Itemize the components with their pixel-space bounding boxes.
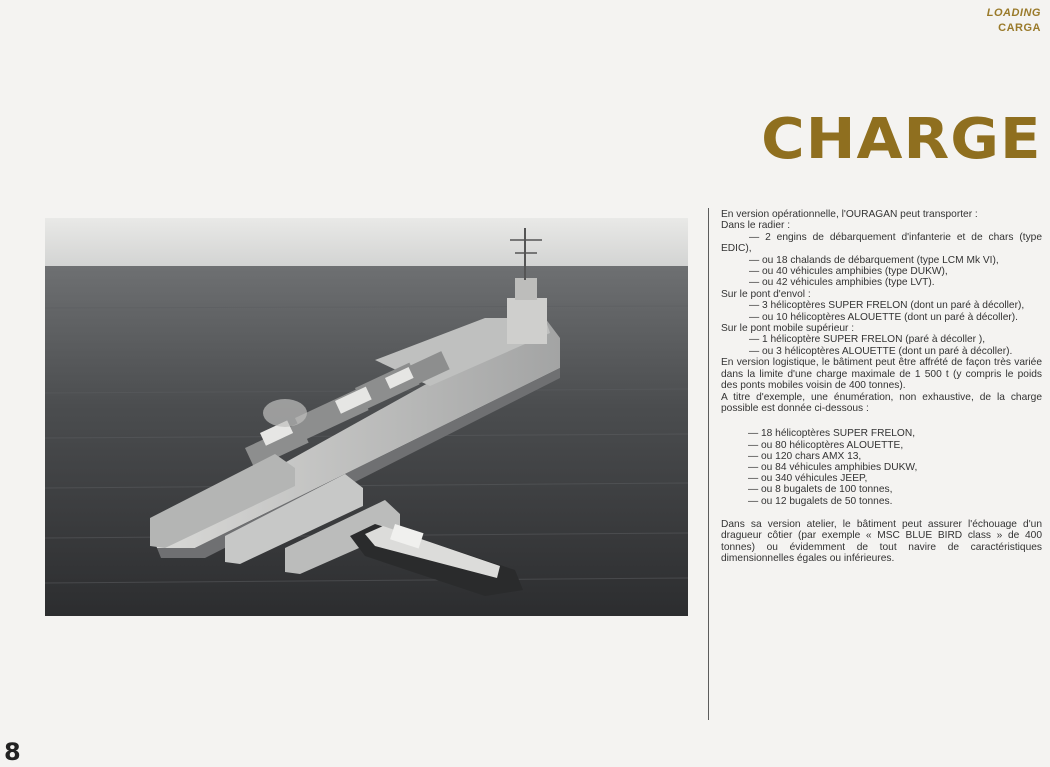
intro-line: Sur le pont mobile supérieur : xyxy=(721,323,855,335)
intro-line: En version logistique, le bâtiment peut être affrété de façon très variée dans la limite d'une charge maximale de 1 500 t (y compris le poids des ponts mobiles voisin de 400 tonnes). xyxy=(721,357,1042,392)
ship-photo-illustration xyxy=(45,218,688,616)
list-item: — ou 80 hélicoptères ALOUETTE, xyxy=(748,439,904,451)
ship-photo xyxy=(45,218,688,616)
closing-paragraph: Dans sa version atelier, le bâtiment peut assurer l'échouage d'un dragueur côtier (par exemple « MSC BLUE BIRD class » de 400 tonnes) ou évidemment de tout navire de caractéristiques dimensionnelles égales ou inférieures. xyxy=(721,518,1042,564)
intro-line: — 2 engins de débarquement d'infanterie et de chars (type EDIC), xyxy=(721,231,1042,255)
intro-line: Dans le radier : xyxy=(721,220,791,232)
cargo-list xyxy=(748,428,1042,506)
header-english: LOADING xyxy=(986,7,1041,19)
intro-line: — 3 hélicoptères SUPER FRELON (dont un paré à décoller), xyxy=(749,300,1025,312)
header-spanish: CARGA xyxy=(998,22,1041,34)
intro-line: — ou 42 véhicules amphibies (type LVT). xyxy=(749,277,935,289)
page-title: CHARGE xyxy=(761,107,1042,172)
list-item: — 18 hélicoptères SUPER FRELON, xyxy=(748,428,916,440)
intro-line: — ou 18 chalands de débarquement (type LCM Mk VI), xyxy=(749,254,999,266)
list-item: — ou 12 bugalets de 50 tonnes. xyxy=(748,495,893,507)
section-header xyxy=(987,6,1041,36)
list-item: — ou 8 bugalets de 100 tonnes, xyxy=(748,484,893,496)
intro-line: Sur le pont d'envol : xyxy=(721,288,811,300)
list-item: — ou 84 véhicules amphibies DUKW, xyxy=(748,461,918,473)
intro-line: En version opérationnelle, l'OURAGAN peut transporter : xyxy=(721,209,978,220)
list-item: — ou 340 véhicules JEEP, xyxy=(748,473,868,485)
column-divider xyxy=(708,208,709,720)
intro-line: A titre d'exemple, une énumération, non exhaustive, de la charge possible est donnée ci-dessous : xyxy=(721,391,1042,414)
list-item: — ou 120 chars AMX 13, xyxy=(748,450,862,462)
body-text xyxy=(721,209,1042,564)
intro-line: — ou 40 véhicules amphibies (type DUKW), xyxy=(749,266,948,278)
intro-line: — ou 3 hélicoptères ALOUETTE (dont un paré à décoller). xyxy=(749,345,1013,357)
intro-line: — 1 hélicoptère SUPER FRELON (paré à décoller ), xyxy=(749,334,986,346)
page-number: 8 xyxy=(4,738,20,766)
intro-line: — ou 10 hélicoptères ALOUETTE (dont un paré à décoller). xyxy=(749,311,1018,323)
